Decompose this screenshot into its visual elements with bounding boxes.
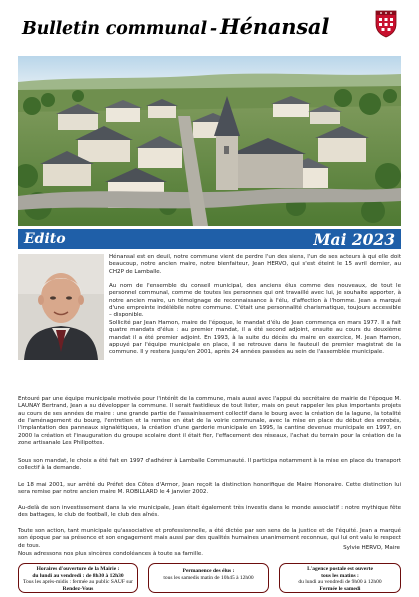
title-part1: Bulletin communal [22, 19, 207, 39]
coat-of-arms-icon [375, 10, 397, 38]
portrait-photo [18, 254, 104, 360]
edito-paragraph-2: Au nom de l'ensemble du conseil municipal, des anciens élus comme des nouveaux, de tout le personnel communal, comme de toutes les personnes qui ont travaillé avec lui, je souhaite apporter, à notre ancien maire, un témoignage de reconnaissance à l'élu, d'affection à l'homme. Jean a marqué d'une empreinte indélébile notre commune. C'était une personnalité charismatique, toujours accessible – disponible. [109, 283, 401, 319]
elected-title: Permanence des élus : [182, 568, 235, 574]
edito-paragraph-7: Au-delà de son investissement dans la vie municipale, Jean était également très investis dans le monde associatif : notre mythique fête des battages, le club de football, le club des aînés. [18, 505, 401, 519]
edito-paragraph-1: Hénansal est en deuil, notre commune vient de perdre l'un des siens, l'un de ses acteurs à qui elle doit beaucoup, notre ancien maire, notre bienfaiteur, Jean HERVO, qui s'est éteint le 15 avril dernier, au CH2P de Lamballe. [109, 254, 401, 275]
post-title2: tous les matins : [321, 572, 359, 579]
mairie-hours-title: Horaires d'ouverture de la Mairie : [36, 566, 120, 572]
footer [18, 563, 401, 593]
title-part2: Hénansal [219, 14, 330, 39]
edito-paragraph-9: Nous adressons nos plus sincères condoléances à toute sa famille. [18, 551, 204, 557]
mairie-hours-line3: Rendez-Vous [62, 585, 94, 592]
edito-paragraph-4: Entouré par une équipe municipale motivée pour l'intérêt de la commune, mais aussi avec l'appui du secrétaire de mairie de l'époque M. LAUNAY Bertrand, Jean a su développer la commune. Il serait fastidieux de tout lister, mais on peut rappeler les plus importants projets au cours de ses années de maire : une grande partie de l'assainissement collectif dans le bourg avec la création de la lagune, la totalité de l'aménagement du bourg, l'entretien et la remise en état de la voirie communale, avec la mise en place du début des enrobés, l'implantation des panneaux signalétiques, la création d'une garderie municipale en 1995, la cantine devenue municipale en 1997, en 2000 la création et l'inauguration du groupe scolaire dont il était fier, l'effacement des réseaux, l'achat du terrain pour la création de la zone artisanale Les Philipottes. [18, 396, 401, 447]
post-title1: L'agence postale est ouverte [307, 566, 373, 572]
village-aerial-photo [18, 56, 401, 226]
post-line1: du lundi au vendredi de 9h00 à 12h00 [298, 579, 382, 586]
edito-paragraph-3: Sollicité par Jean Hamon, maire de l'époque, le mandat d'élu de Jean commença en mars 1977. Il a fait quatre mandats d'élus : au premier mandat, il a été second adjoint, ensuite au cours du deuxième mandat il a été premier adjoint. En 1993, à la suite du décès du maire en exercice, M. Jean Hamon, appuyé par l'équipe municipale en place, il se retrouve dans le fauteuil de premier magistrat de la commune. Il y restera jusqu'en 2001, après 24 années passées au sein de l'assemblée municipale. [109, 320, 401, 356]
post-office-box [279, 563, 401, 593]
title-dash: - [209, 19, 217, 39]
newsletter-title [22, 14, 329, 39]
edito-label: Edito [24, 231, 66, 247]
header [18, 8, 401, 42]
edito-bar [18, 229, 401, 249]
mairie-hours-line2: Tous les après-midis : fermée au public SAUF sur [23, 579, 133, 586]
mairie-hours-line1: du lundi au vendredi : de 8h30 à 12h30 [32, 572, 124, 579]
signature: Sylvie HERVO, Maire [343, 545, 400, 551]
edito-paragraph-5: Sous son mandat, le choix a été fait en 1997 d'adhérer à Lamballe Communauté. Il participa notamment à la mise en place du transport collectif à la demande. [18, 458, 401, 472]
edito-paragraph-8: Toute son action, tant municipale qu'associative et professionnelle, a été dictée par son sens de la justice et de l'équité. Jean a marqué son époque par sa présence et son engagement mais aussi par des qualités humaines unanimement reconnue, qui lui ont valu le respect de tous. [18, 528, 401, 549]
mairie-hours-box [18, 563, 138, 593]
elected-officials-box [148, 563, 269, 593]
edito-paragraph-6: Le 18 mai 2001, sur arrêté du Préfet des Côtes d'Armor, Jean reçoit la distinction honorifique de Maire Honoraire. Cette distinction lui sera remise par notre ancien maire M. ROBILLARD le 4 janvier 2002. [18, 482, 401, 496]
post-line2: Fermée le samedi [319, 585, 361, 592]
elected-line1: tous les samedis matin de 10h45 à 12h00 [163, 574, 254, 581]
edito-date: Mai 2023 [313, 230, 395, 249]
